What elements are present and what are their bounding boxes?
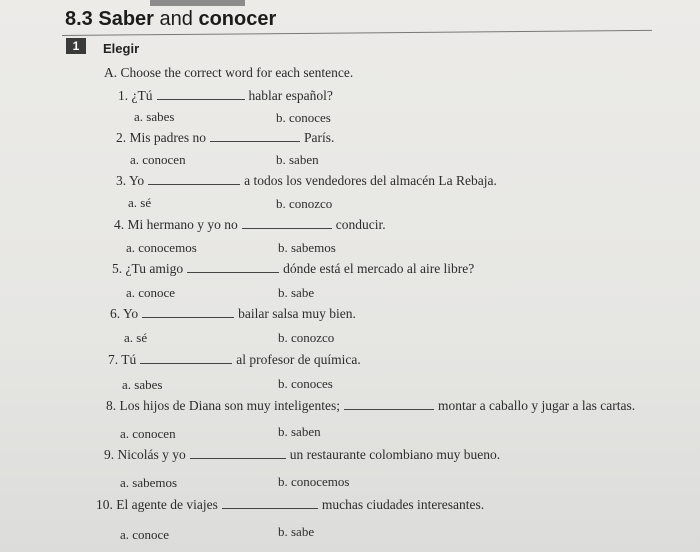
answer-blank[interactable] xyxy=(157,88,245,100)
answer-blank[interactable] xyxy=(242,217,332,229)
option-b[interactable]: b. conoces xyxy=(278,376,333,391)
question-2: 2. Mis padres no París. xyxy=(116,130,335,145)
instruction: A. Choose the correct word for each sentence. xyxy=(104,65,354,80)
question-4: 4. Mi hermano y yo no conducir. xyxy=(114,217,386,232)
answer-blank[interactable] xyxy=(344,398,434,410)
question-6: 6. Yo bailar salsa muy bien. xyxy=(110,306,356,321)
question-1: 1. ¿Tú hablar español? xyxy=(118,88,333,103)
answer-blank[interactable] xyxy=(210,130,300,142)
option-a[interactable]: a. sabes xyxy=(122,377,163,392)
option-b[interactable]: b. conozco xyxy=(276,196,333,211)
page-title: 8.3 Saber and conocer xyxy=(65,8,277,30)
option-a[interactable]: a. conocemos xyxy=(126,240,197,255)
question-8: 8. Los hijos de Diana son muy inteligentes; montar a caballo y jugar a las cartas. xyxy=(106,398,636,413)
option-a[interactable]: a. conoce xyxy=(120,527,170,542)
question-5: 5. ¿Tu amigo dónde está el mercado al aire libre? xyxy=(112,261,475,276)
option-b[interactable]: b. saben xyxy=(276,152,319,167)
option-a[interactable]: a. conocen xyxy=(130,152,186,167)
question-9: 9. Nicolás y yo un restaurante colombiano muy bueno. xyxy=(104,447,501,462)
question-3: 3. Yo a todos los vendedores del almacén La Rebaja. xyxy=(116,173,497,188)
question-7: 7. Tú al profesor de química. xyxy=(108,352,361,367)
option-b[interactable]: b. saben xyxy=(278,424,321,439)
answer-blank[interactable] xyxy=(222,497,318,509)
answer-blank[interactable] xyxy=(142,306,234,318)
option-b[interactable]: b. sabe xyxy=(278,285,315,300)
option-a[interactable]: a. sabemos xyxy=(120,475,178,490)
option-a[interactable]: a. conoce xyxy=(126,285,176,300)
answer-blank[interactable] xyxy=(187,261,279,273)
option-a[interactable]: a. sé xyxy=(124,330,148,345)
section-number-badge: 1 xyxy=(66,38,86,54)
option-a[interactable]: a. conocen xyxy=(120,426,176,441)
option-b[interactable]: b. conocemos xyxy=(278,474,350,489)
answer-blank[interactable] xyxy=(140,352,232,364)
answer-blank[interactable] xyxy=(148,173,240,185)
question-10: 10. El agente de viajes muchas ciudades interesantes. xyxy=(96,497,485,512)
option-b[interactable]: b. sabemos xyxy=(278,240,336,255)
option-b[interactable]: b. conozco xyxy=(278,330,335,345)
top-strip xyxy=(150,0,245,6)
option-b[interactable]: b. conoces xyxy=(276,110,331,125)
option-a[interactable]: a. sé xyxy=(128,195,152,210)
section-title: Elegir xyxy=(103,41,140,56)
option-a[interactable]: a. sabes xyxy=(134,109,175,124)
option-b[interactable]: b. sabe xyxy=(278,524,315,539)
answer-blank[interactable] xyxy=(190,447,286,459)
